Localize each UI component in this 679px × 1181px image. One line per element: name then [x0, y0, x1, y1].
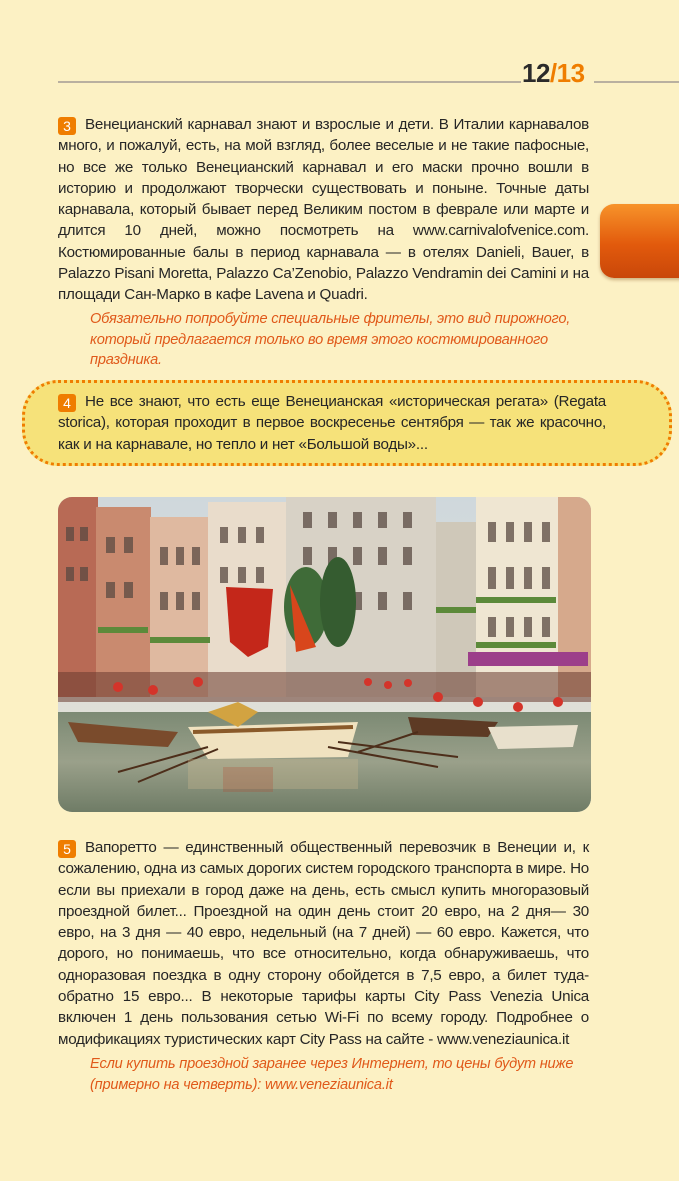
page-number	[522, 58, 585, 89]
section-5-paragraph	[58, 837, 589, 1050]
page-separator: /	[549, 58, 557, 88]
section-5-number-badge: 5	[58, 840, 76, 858]
section-4-number-badge: 4	[58, 394, 76, 412]
regata-storica-photo	[58, 497, 591, 812]
section-4-paragraph	[58, 391, 606, 455]
section-5-text: Вапоретто — единственный общественный перевозчик в Венеции и, к сожалению, одна из самых дорогих систем городского транспорта в мире. Но если вы приехали в город даже на день, есть смысл купить многоразовый проездной билет... Проездной на один день стоит 20 евро, на 2 дня— 30 евро, на 3 дня — 40 евро, недельный (на 7 дней) — 60 евро. Кажется, что дорого, но понимаешь, что все относительно, когда обнаруживаешь, что одноразовая поездка в одну сторону обойдется в 7,5 евро, а билет туда-обратно 15 евро... В некоторые тарифы карты City Pass Venezia Unica включен 1 день пользования сетью Wi-Fi по всему городу. Подробнее о модификациях туристических карт City Pass на сайте - www.veneziaunica.it	[58, 839, 589, 1048]
page-current: 12	[522, 58, 550, 88]
section-3-text: Венецианский карнавал знают и взрослые и дети. В Италии карнавалов много, и пожалуй, есть, на мой взгляд, более веселые и не такие пафосные, но все же только Венецианский карнавал и его маски прочно вошли в историю и продолжают творчески существовать и поныне. Точные даты карнавала, который бывает перед Великим постом в феврале или марте и длится 10 дней, можно посмотреть на www.carnivalofvenice.com. Костюмированные балы в период карнавала — в отелях Danieli, Bauer, в Palazzo Pisani Moretta, Palazzo Ca’Zenobio, Palazzo Vendramin dei Camini и на площади Сан-Марко в кафе Lavena и Quadri.	[58, 116, 589, 304]
section-3-paragraph	[58, 114, 589, 306]
header-rule-left	[58, 81, 521, 83]
header-rule-right	[594, 81, 679, 83]
section-3-number-badge: 3	[58, 117, 76, 135]
side-bookmark-tab[interactable]	[600, 204, 679, 278]
section-4-text: Не все знают, что есть еще Венецианская «историческая регата» (Regata storica), которая проходит в первое воскресенье сентября — так же красочно, как и на карнавале, но тепло и нет «Большой воды»...	[58, 393, 606, 453]
page-total: 13	[556, 58, 585, 88]
section-5-tip: Если купить проездной заранее через Интернет, то цены будут ниже (примерно на четверть): www.veneziaunica.it	[90, 1056, 574, 1093]
section-3-tip: Обязательно попробуйте специальные фрителы, это вид пирожного, который предлагается только во время этого костюмированного праздника.	[90, 311, 571, 368]
